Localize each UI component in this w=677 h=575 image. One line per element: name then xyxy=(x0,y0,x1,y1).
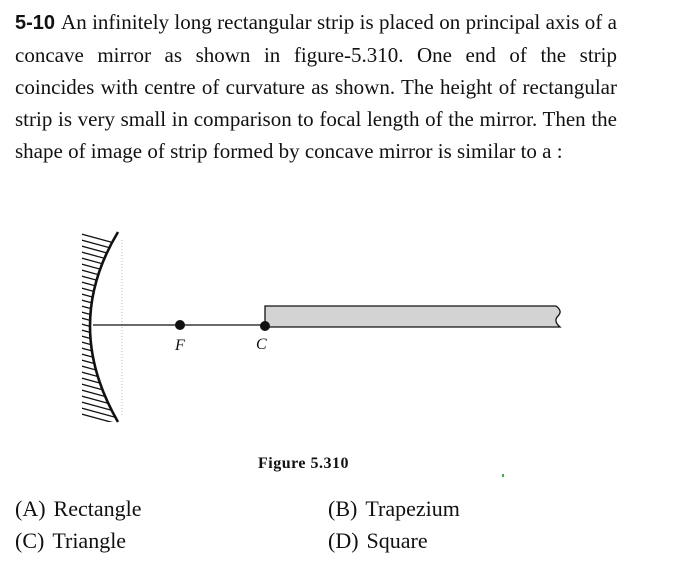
figure-caption: Figure 5.310 xyxy=(258,455,350,472)
focus-point xyxy=(175,320,185,330)
option-c-key: (C) xyxy=(15,528,45,553)
rectangular-strip xyxy=(265,306,560,327)
focus-label: F xyxy=(175,337,185,354)
option-a[interactable] xyxy=(15,496,142,522)
option-c-text: Triangle xyxy=(52,528,127,553)
question-body: An infinitely long rectangular strip is placed on principal axis of a concave mirror as shown in figure-5.310. One end of the strip coincides with centre of curvature as shown. The height of rectangular strip is very small in comparison to focal length of the mirror. Then the shape of image of strip formed by concave mirror is similar to a : xyxy=(15,10,617,163)
option-c[interactable] xyxy=(15,528,126,554)
mirror-hatching xyxy=(74,232,118,424)
centre-label: C xyxy=(256,336,267,353)
centre-point xyxy=(260,321,270,331)
question-number: 5-10 xyxy=(15,12,56,34)
option-a-key: (A) xyxy=(15,496,46,521)
option-b[interactable] xyxy=(328,496,460,522)
option-d-text: Square xyxy=(366,528,428,553)
option-b-text: Trapezium xyxy=(365,496,460,521)
option-d-key: (D) xyxy=(328,528,359,553)
option-a-text: Rectangle xyxy=(53,496,142,521)
stray-mark xyxy=(502,474,504,477)
option-d[interactable] xyxy=(328,528,428,554)
option-b-key: (B) xyxy=(328,496,358,521)
